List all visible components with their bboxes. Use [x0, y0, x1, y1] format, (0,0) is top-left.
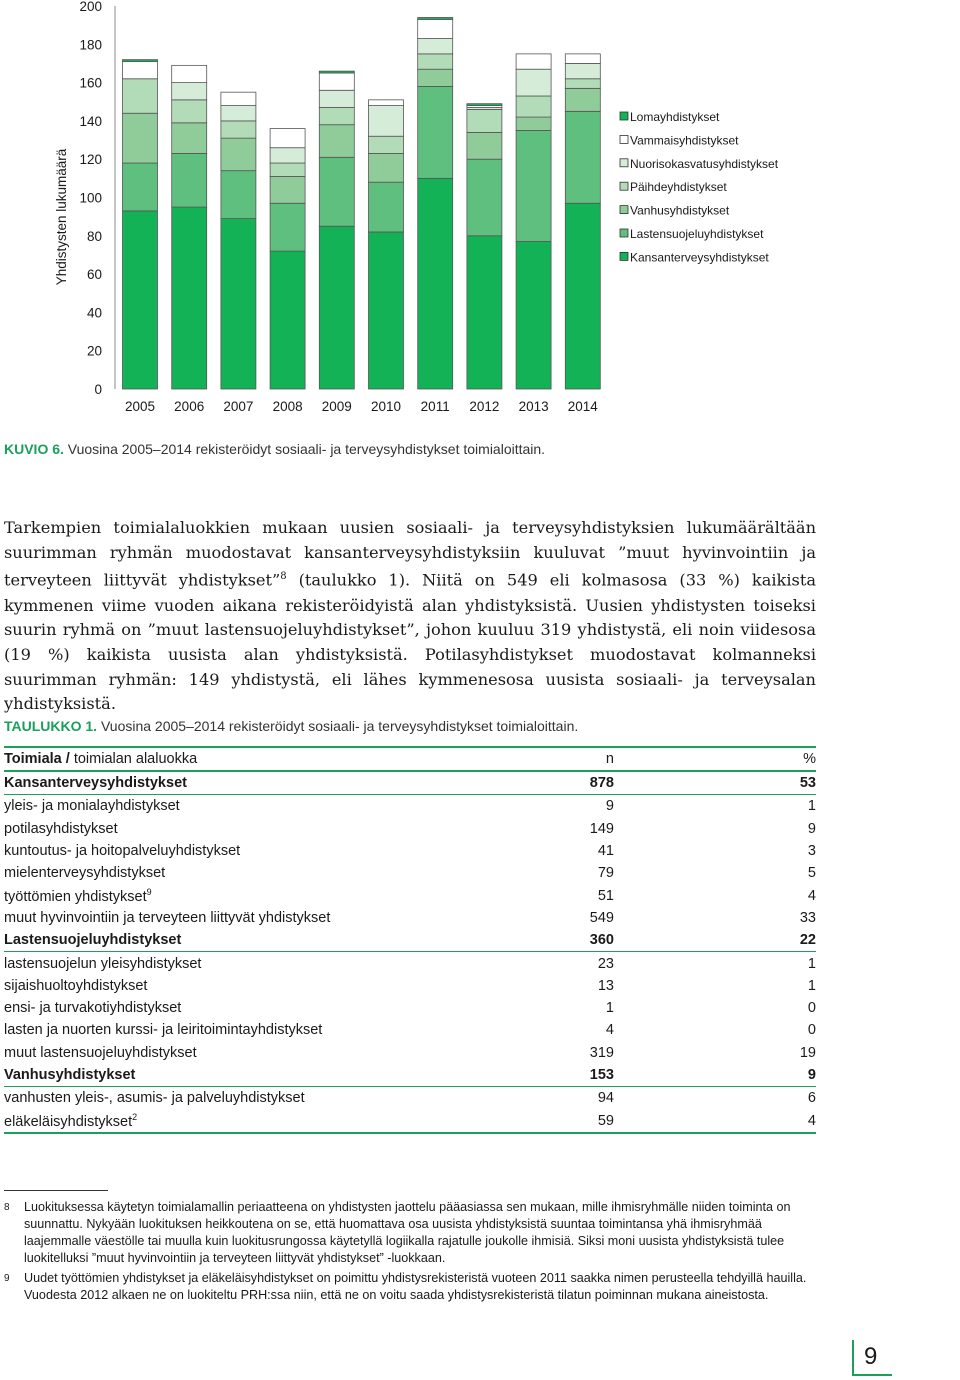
row-n: 319: [589, 1044, 614, 1061]
bar-segment: [516, 242, 551, 389]
bar-segment: [418, 39, 453, 54]
x-tick-label: 2010: [370, 399, 402, 414]
legend-label: Vanhusyhdistykset: [630, 203, 730, 218]
row-percent: 6: [807, 1090, 816, 1107]
footnote-9: [4, 1270, 818, 1304]
row-n: 4: [605, 1022, 614, 1039]
table-row: [4, 1019, 816, 1041]
row-label: [4, 840, 472, 862]
bar-segment: [369, 153, 404, 182]
legend-swatch: [620, 135, 628, 143]
footnote-number: 8: [4, 1202, 10, 1213]
table-caption: [4, 718, 578, 734]
x-axis-ticks: [125, 399, 598, 414]
row-n: 51: [597, 887, 614, 904]
header-category: [4, 747, 472, 771]
bar-segment: [467, 159, 502, 236]
bar-segment: [123, 113, 158, 163]
row-percent: 33: [799, 909, 816, 926]
row-percent: 9: [614, 1064, 816, 1087]
row-percent: 5: [807, 865, 816, 882]
bar-segment: [319, 157, 354, 226]
row-n: 9: [605, 798, 614, 815]
row-n: 1: [605, 1000, 614, 1017]
bar-segment: [319, 73, 354, 90]
row-n: 878: [472, 771, 614, 795]
row-label: [4, 1109, 472, 1132]
row-label-text: Vanhusyhdistykset: [4, 1067, 136, 1083]
y-tick-label: 180: [79, 37, 102, 53]
bar-segment: [123, 60, 158, 62]
row-n: 13: [597, 977, 614, 994]
statistics-table: [4, 746, 816, 1134]
bar-segment: [172, 207, 207, 389]
row-label-text: mielenterveysyhdistykset: [4, 865, 166, 882]
row-label: [4, 771, 472, 795]
table-row: [4, 771, 816, 795]
row-n: 549: [589, 909, 614, 926]
row-label: [4, 952, 472, 975]
row-label-text: ensi- ja turvakotiyhdistykset: [4, 1000, 182, 1017]
bar-segment: [221, 138, 256, 171]
row-label-text: sijaishuoltoyhdistykset: [4, 977, 148, 994]
y-tick-label: 160: [79, 75, 102, 91]
row-n: 41: [597, 843, 614, 860]
row-percent: 19: [799, 1044, 816, 1061]
bar-segment: [270, 203, 305, 251]
bar-segment: [172, 65, 207, 82]
row-n: 79: [597, 865, 614, 882]
bar-segment: [221, 171, 256, 219]
legend-swatch: [620, 206, 628, 214]
bar-segment: [319, 90, 354, 107]
row-label-sup: 2: [132, 1111, 138, 1122]
y-axis-label: Yhdistysten lukumäärä: [54, 148, 69, 286]
bar-segment: [565, 63, 600, 78]
x-tick-label: 2012: [469, 399, 500, 414]
row-n: 153: [472, 1064, 614, 1087]
footnote-ref-8[interactable]: 8: [280, 571, 287, 583]
y-tick-label: 40: [86, 305, 102, 321]
table-row: [4, 1087, 816, 1110]
bar-segment: [319, 125, 354, 158]
bar-segment: [516, 69, 551, 96]
y-tick-label: 0: [94, 382, 102, 397]
row-n: 94: [597, 1090, 614, 1107]
bar-segment: [270, 176, 305, 203]
legend-swatch: [620, 112, 628, 120]
bar-segment: [565, 203, 600, 389]
row-label-text: lastensuojelun yleisyhdistykset: [4, 955, 202, 972]
bar-segment: [565, 79, 600, 89]
bar-segment: [172, 83, 207, 100]
bar-segment: [123, 79, 158, 113]
table-row: [4, 818, 816, 840]
bar-segment: [418, 69, 453, 86]
table-row: [4, 1042, 816, 1064]
bar-segment: [467, 104, 502, 106]
header-sub-label: toimialan alaluokka: [69, 751, 198, 767]
bar-segment: [369, 136, 404, 153]
row-percent: 53: [614, 771, 816, 795]
page-number: 9: [852, 1340, 892, 1376]
row-label-text: kuntoutus- ja hoitopalveluyhdistykset: [4, 843, 241, 860]
row-percent: 1: [807, 977, 816, 994]
row-label-text: muut hyvinvointiin ja terveyteen liittyvät yhdistykset: [4, 909, 331, 926]
row-label: [4, 1042, 472, 1064]
row-label: [4, 862, 472, 884]
bar-segment: [418, 17, 453, 19]
table-row: [4, 1064, 816, 1087]
bar-segment: [418, 86, 453, 178]
legend-label: Nuorisokasvatusyhdistykset: [630, 156, 779, 171]
bar-segment: [418, 178, 453, 389]
table-row: [4, 884, 816, 906]
figure-caption-label: KUVIO 6.: [4, 441, 64, 457]
bar-segment: [270, 163, 305, 176]
bar-segment: [172, 100, 207, 123]
x-tick-label: 2014: [567, 399, 598, 414]
figure-caption: [4, 441, 545, 457]
body-paragraph: [4, 516, 816, 717]
bar-segment: [172, 153, 207, 207]
row-label-text: muut lastensuojeluyhdistykset: [4, 1044, 197, 1061]
row-percent: 4: [807, 887, 816, 904]
row-n: 23: [597, 955, 614, 972]
bar-segment: [270, 148, 305, 163]
footnote-text: Uudet työttömien yhdistykset ja eläkeläisyhdistykset on poimittu yhdistysrekisteristä vuoteen 2011 saakka nimen perusteella tehdyillä hauilla. Vuodesta 2012 alkaen ne on luokiteltu PRH:ssa niin, että ne on voitu saada yhdistysrekisteristä tilatun poiminnan mukana aineistosta.: [24, 1271, 807, 1302]
row-label: [4, 975, 472, 997]
row-label-text: vanhusten yleis-, asumis- ja palveluyhdistykset: [4, 1090, 305, 1107]
row-n: 59: [472, 1109, 614, 1132]
table-caption-text: Vuosina 2005–2014 rekisteröidyt sosiaali- ja terveysyhdistykset toimialoittain.: [97, 718, 579, 734]
bar-segment: [270, 251, 305, 389]
row-label-text: Lastensuojeluyhdistykset: [4, 932, 182, 949]
table-body: [4, 771, 816, 1133]
bar-segment: [172, 123, 207, 154]
footnote-8: [4, 1199, 818, 1267]
x-tick-label: 2007: [223, 399, 254, 414]
header-main-label: Toimiala /: [4, 751, 70, 767]
row-label-sup: 9: [146, 886, 152, 897]
y-tick-label: 200: [79, 0, 102, 14]
y-tick-label: 100: [79, 190, 102, 206]
row-percent: 4: [614, 1109, 816, 1132]
table-row: [4, 907, 816, 929]
bar-segment: [467, 236, 502, 389]
x-tick-label: 2013: [518, 399, 549, 414]
row-n: 149: [589, 820, 614, 837]
x-tick-label: 2006: [174, 399, 205, 414]
x-tick-label: 2011: [420, 399, 450, 414]
bar-segment: [467, 109, 502, 132]
footnote-text: Luokituksessa käytetyn toimialamallin periaatteena on yhdistysten jaottelu pääasiassa sen mukaan, mille ihmisryhmälle niiden toiminta on suunnattu. Nykyään luokituksen heikkoutena on se, että huomattava osa uusista yhdistyksistä suuntaa toimintansa yhä ihmisryhmää laajemmalle väestölle tai muulla kuin luokitusrungossa käytetyllä logiikalla rajatulle joukolle ihmisiä. Siksi moni uusista yhdistyksistä tulee luokitelluksi ”muut hyvinvointiin ja terveyteen liittyvät yhdistykset” -luokkaan.: [24, 1200, 791, 1265]
row-label-text: potilasyhdistykset: [4, 820, 118, 837]
row-label: [4, 929, 472, 952]
row-label: [4, 818, 472, 840]
row-label-text: työttömien yhdistykset: [4, 888, 147, 905]
legend-label: Lastensuojeluyhdistykset: [630, 227, 764, 241]
header-percent: %: [803, 751, 816, 767]
bar-segment: [369, 182, 404, 232]
row-label-text: yleis- ja monialayhdistykset: [4, 798, 180, 815]
row-percent: 22: [614, 929, 816, 952]
bar-segment: [516, 54, 551, 69]
bar-stacks: [123, 17, 601, 389]
bar-segment: [369, 100, 404, 106]
row-label: [4, 1087, 472, 1110]
row-label-text: lasten ja nuorten kurssi- ja leiritoimintayhdistykset: [4, 1022, 323, 1039]
table-row: [4, 1109, 816, 1132]
bar-segment: [270, 129, 305, 148]
x-tick-label: 2008: [272, 399, 303, 414]
x-tick-label: 2005: [124, 399, 156, 414]
legend-label: Vammaisyhdistykset: [630, 133, 739, 148]
bar-segment: [418, 19, 453, 38]
table-row: [4, 997, 816, 1019]
header-n: n: [605, 751, 614, 767]
bar-segment: [565, 88, 600, 111]
bar-segment: [221, 219, 256, 389]
legend-swatch: [620, 182, 628, 190]
bar-segment: [516, 96, 551, 117]
table-header-row: [4, 747, 816, 771]
row-label: [4, 1019, 472, 1041]
legend-swatch: [620, 229, 628, 237]
row-n: 360: [472, 929, 614, 952]
row-label: [4, 1064, 472, 1087]
bar-segment: [369, 106, 404, 137]
table-row: [4, 862, 816, 884]
legend-swatch: [620, 159, 628, 167]
row-percent: 0: [807, 1000, 816, 1017]
row-label: [4, 884, 472, 906]
y-tick-label: 60: [86, 267, 102, 283]
y-tick-label: 120: [79, 152, 102, 168]
row-label: [4, 997, 472, 1019]
bar-segment: [319, 226, 354, 389]
table-row: [4, 795, 816, 818]
table-row: [4, 975, 816, 997]
footnote-number: 9: [4, 1273, 10, 1284]
body-text-part-2: (taulukko 1). Niitä on 549 eli kolmasosa (33 %) kaikista kymmenen viime vuoden aikana rekisteröidyistä alan yhdistyksistä. Uusien yhdistysten toiseksi suurin ryhmä on ”muut lastensuojeluyhdistykset”, johon kuuluu 319 yhdistystä, eli noin viidesosa (19 %) kaikista uusista alan yhdistyksistä. Potilasyhdistykset muodostavat kolmanneksi suurimman ryhmän: 149 yhdistystä, eli lähes kymmenesosa uusista sosiaali- ja terveysalan yhdistyksistä.: [4, 570, 816, 714]
bar-segment: [369, 232, 404, 389]
bar-segment: [516, 117, 551, 130]
row-percent: 0: [807, 1022, 816, 1039]
row-percent: 1: [807, 798, 816, 815]
table-row: [4, 929, 816, 952]
footnote-divider: [4, 1190, 108, 1191]
figure-caption-text: Vuosina 2005–2014 rekisteröidyt sosiaali- ja terveysyhdistykset toimialoittain.: [63, 441, 546, 457]
row-percent: 3: [807, 843, 816, 860]
y-tick-label: 20: [86, 343, 102, 359]
row-label: [4, 795, 472, 818]
row-label: [4, 907, 472, 929]
bar-segment: [319, 71, 354, 73]
legend-label: Päihdeyhdistykset: [630, 180, 727, 195]
legend-swatch: [620, 252, 628, 260]
bar-segment: [516, 130, 551, 241]
row-percent: 9: [807, 820, 816, 837]
table-row: [4, 840, 816, 862]
y-tick-label: 140: [79, 113, 102, 129]
bar-segment: [221, 92, 256, 105]
body-text-part-1: Tarkempien toimialaluokkien mukaan uusien sosiaali- ja terveysyhdistyksien lukumäärältään suurimman ryhmän muodostavat kansanterveysyhdistyksiin kuuluvat ”muut hyvinvointiin ja terveyteen liittyvät yhdistykset”: [4, 518, 816, 590]
y-axis-ticks: [79, 0, 102, 397]
bar-segment: [221, 106, 256, 121]
y-tick-label: 80: [86, 228, 102, 244]
row-label-text: Kansanterveysyhdistykset: [4, 775, 187, 792]
legend-label: Kansanterveysyhdistykset: [630, 250, 769, 265]
table-row: [4, 952, 816, 975]
row-label-text: eläkeläisyhdistykset: [4, 1113, 133, 1130]
bar-segment: [123, 62, 158, 79]
bar-segment: [467, 132, 502, 159]
bar-segment: [418, 54, 453, 69]
x-tick-label: 2009: [321, 399, 352, 414]
bar-segment: [123, 211, 158, 389]
bar-segment: [565, 111, 600, 203]
bar-segment: [319, 107, 354, 124]
bar-segment: [123, 163, 158, 211]
table-caption-label: TAULUKKO 1.: [4, 718, 98, 734]
bar-segment: [221, 121, 256, 138]
bar-segment: [565, 54, 600, 64]
chart-legend: [620, 110, 779, 264]
stacked-bar-chart: [0, 0, 960, 430]
row-percent: 1: [807, 955, 816, 972]
legend-label: Lomayhdistykset: [630, 110, 720, 124]
